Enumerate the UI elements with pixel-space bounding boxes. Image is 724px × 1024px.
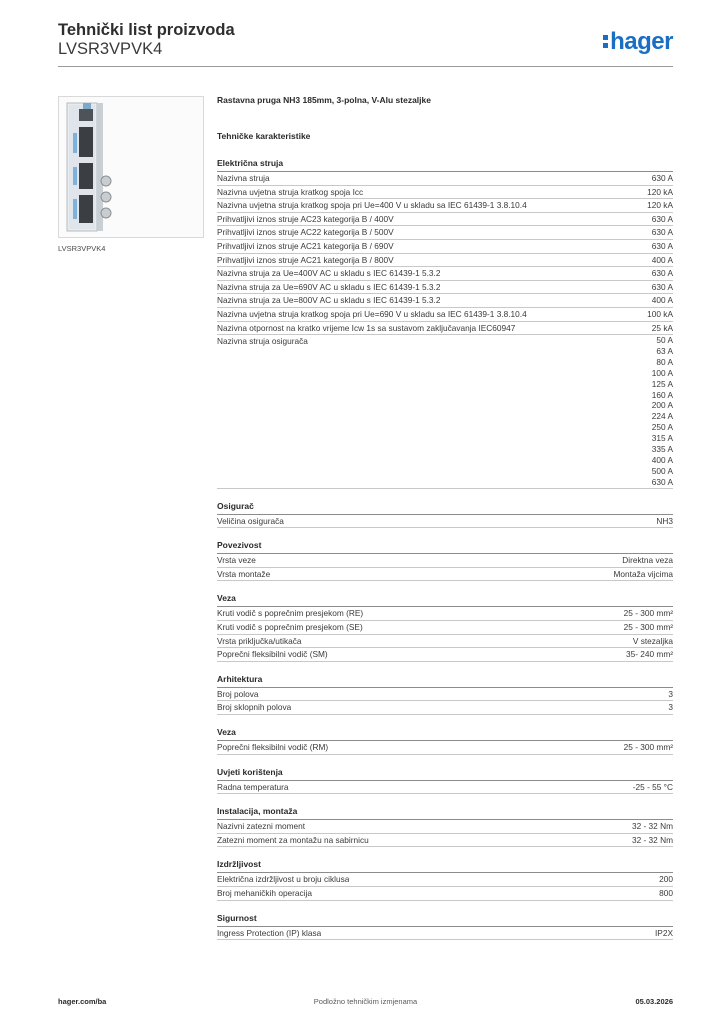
spec-rows <box>217 873 673 900</box>
spec-value: NH3 <box>656 515 673 526</box>
spec-row <box>217 820 673 834</box>
section-current <box>217 158 673 489</box>
spec-label: Poprečni fleksibilni vodič (RM) <box>217 741 329 752</box>
fuse-rating-value: 630 A <box>651 476 673 487</box>
spec-label: Nazivna uvjetna struja kratkog spoja pri Ue=400 V u skladu sa IEC 61439-1 3.8.10.4 <box>217 200 527 211</box>
fuse-rating-value: 224 A <box>651 411 673 422</box>
fuse-rating-value: 80 A <box>656 356 673 367</box>
spec-value: Montaža vijcima <box>613 568 673 579</box>
fuse-rating-value: 250 A <box>651 422 673 433</box>
spec-value: 3 <box>668 702 673 713</box>
spec-value: 25 - 300 mm² <box>623 741 673 752</box>
fuse-ratings-row <box>217 335 673 488</box>
spec-label: Broj polova <box>217 688 259 699</box>
spec-label: Nazivni zatezni moment <box>217 821 306 832</box>
spec-value: 3 <box>668 688 673 699</box>
section-title: Izdržljivost <box>217 859 673 873</box>
spec-label: Kruti vodič s poprečnim presjekom (RE) <box>217 608 364 619</box>
spec-rows <box>217 172 673 335</box>
spec-row <box>217 226 673 240</box>
spec-value: 35- 240 mm² <box>625 649 673 660</box>
spec-row <box>217 927 673 941</box>
spec-label: Radna temperatura <box>217 781 289 792</box>
spec-row <box>217 701 673 715</box>
spec-label: Vrsta montaže <box>217 568 271 579</box>
section-connectivity <box>217 540 673 581</box>
section-title: Osigurač <box>217 501 673 515</box>
section-title: Povezivost <box>217 540 673 554</box>
spec-label: Nazivna struja za Ue=400V AC u skladu s IEC 61439-1 5.3.2 <box>217 268 441 279</box>
spec-row <box>217 172 673 186</box>
spec-row <box>217 186 673 200</box>
spec-row <box>217 294 673 308</box>
spec-rows <box>217 554 673 581</box>
spec-value: 25 kA <box>651 322 673 333</box>
spec-label: Prihvatljivi iznos struje AC23 kategorija B / 400V <box>217 213 394 224</box>
switch-disconnector-icon <box>59 97 203 237</box>
section-connection-2 <box>217 727 673 755</box>
spec-row <box>217 199 673 213</box>
section-title: Arhitektura <box>217 674 673 688</box>
spec-row <box>217 741 673 755</box>
spec-value: 25 - 300 mm² <box>623 621 673 632</box>
hager-logo <box>603 28 673 56</box>
spec-value: 200 <box>659 874 673 885</box>
spec-rows <box>217 688 673 715</box>
header-divider <box>58 66 673 67</box>
spec-rows <box>217 820 673 847</box>
section-connection <box>217 593 673 661</box>
spec-value: 630 A <box>651 173 673 183</box>
fuse-rating-value: 160 A <box>651 389 673 400</box>
spec-value: -25 - 55 °C <box>632 781 673 792</box>
product-image <box>58 96 204 238</box>
logo-dots-icon <box>603 32 608 49</box>
spec-value: IP2X <box>655 927 673 938</box>
spec-label: Nazivna struja osigurača <box>217 336 308 347</box>
spec-value: 630 A <box>651 281 673 292</box>
spec-value: 100 kA <box>647 308 673 319</box>
spec-label: Nazivna uvjetna struja kratkog spoja Icc <box>217 186 364 197</box>
spec-label: Električna izdržljivost u broju ciklusa <box>217 874 350 885</box>
spec-value: 800 <box>659 887 673 898</box>
spec-value: Direktna veza <box>622 555 673 566</box>
spec-value: 630 A <box>651 240 673 251</box>
product-code: LVSR3VPVK4 <box>58 40 163 58</box>
spec-label: Prihvatljivi iznos struje AC21 kategorija B / 690V <box>217 240 394 251</box>
spec-row <box>217 322 673 336</box>
spec-rows <box>217 781 673 795</box>
section-title: Veza <box>217 593 673 607</box>
section-usage <box>217 767 673 795</box>
footer-website-link[interactable]: hager.com/ba <box>58 997 107 1006</box>
section-title: Električna struja <box>217 158 673 172</box>
spec-value: 400 A <box>651 295 673 306</box>
spec-value: 630 A <box>651 227 673 238</box>
section-title: Veza <box>217 727 673 741</box>
spec-rows <box>217 927 673 941</box>
section-durability <box>217 859 673 900</box>
fuse-rating-value: 400 A <box>651 454 673 465</box>
fuse-rating-value: 500 A <box>651 465 673 476</box>
logo-text: hager <box>610 28 673 55</box>
spec-row <box>217 213 673 227</box>
spec-value: 32 - 32 Nm <box>631 821 673 832</box>
spec-label: Poprečni fleksibilni vodič (SM) <box>217 649 328 660</box>
fuse-ratings-values <box>652 335 673 487</box>
document-header <box>58 21 235 59</box>
spec-row <box>217 873 673 887</box>
spec-row <box>217 887 673 901</box>
spec-value: 32 - 32 Nm <box>631 834 673 845</box>
section-title: Sigurnost <box>217 913 673 927</box>
spec-value: 25 - 300 mm² <box>623 608 673 619</box>
spec-label: Veličina osigurača <box>217 515 284 526</box>
spec-value: 120 kA <box>647 186 673 197</box>
spec-row <box>217 781 673 795</box>
spec-rows <box>217 515 673 529</box>
spec-label: Broj mehaničkih operacija <box>217 887 313 898</box>
spec-label: Kruti vodič s poprečnim presjekom (SE) <box>217 621 363 632</box>
fuse-rating-value: 50 A <box>656 335 673 346</box>
footer-date: 05.03.2026 <box>635 997 673 1006</box>
spec-value: 630 A <box>651 268 673 279</box>
spec-label: Nazivna uvjetna struja kratkog spoja pri Ue=690 V u skladu sa IEC 61439-1 3.8.10.4 <box>217 308 527 319</box>
fuse-rating-value: 315 A <box>651 433 673 444</box>
spec-row <box>217 607 673 621</box>
spec-rows <box>217 741 673 755</box>
spec-row <box>217 834 673 848</box>
section-installation <box>217 806 673 847</box>
spec-label: Nazivna struja za Ue=690V AC u skladu s IEC 61439-1 5.3.2 <box>217 281 441 292</box>
spec-row <box>217 635 673 649</box>
spec-row <box>217 254 673 268</box>
spec-content <box>217 95 673 940</box>
spec-label: Nazivna struja <box>217 173 270 183</box>
spec-row <box>217 648 673 662</box>
spec-label: Vrsta veze <box>217 555 256 566</box>
spec-row <box>217 554 673 568</box>
spec-label: Ingress Protection (IP) klasa <box>217 927 322 938</box>
spec-label: Vrsta priključka/utikača <box>217 635 302 646</box>
spec-row <box>217 281 673 295</box>
section-fuse <box>217 501 673 529</box>
spec-row <box>217 621 673 635</box>
fuse-rating-value: 100 A <box>651 367 673 378</box>
spec-row <box>217 568 673 582</box>
spec-value: 400 A <box>651 254 673 265</box>
fuse-rating-value: 63 A <box>656 346 673 357</box>
spec-rows <box>217 607 673 661</box>
fuse-rating-value: 200 A <box>651 400 673 411</box>
spec-row <box>217 240 673 254</box>
spec-label: Nazivna otpornost na kratko vrijeme Icw 1s sa sustavom zaključavanja IEC60947 <box>217 322 516 333</box>
spec-value: 120 kA <box>647 200 673 211</box>
fuse-rating-value: 125 A <box>651 378 673 389</box>
spec-row <box>217 308 673 322</box>
spec-row <box>217 688 673 702</box>
spec-label: Prihvatljivi iznos struje AC22 kategorija B / 500V <box>217 227 394 238</box>
spec-row <box>217 267 673 281</box>
fuse-rating-value: 335 A <box>651 444 673 455</box>
section-title: Uvjeti korištenja <box>217 767 673 781</box>
spec-value: V stezaljka <box>632 635 673 646</box>
spec-label: Zatezni moment za montažu na sabirnicu <box>217 834 369 845</box>
spec-label: Nazivna struja za Ue=800V AC u skladu s IEC 61439-1 5.3.2 <box>217 295 441 306</box>
section-title: Instalacija, montaža <box>217 806 673 820</box>
footer-note: Podložno tehničkim izmjenama <box>313 997 418 1006</box>
product-description: Rastavna pruga NH3 185mm, 3-polna, V-Alu stezaljke <box>217 95 431 105</box>
spec-value: 630 A <box>651 213 673 224</box>
section-architecture <box>217 674 673 715</box>
characteristics-heading: Tehničke karakteristike <box>217 131 311 141</box>
spec-row <box>217 515 673 529</box>
document-title: Tehnički list proizvoda <box>58 21 235 39</box>
product-image-caption: LVSR3VPVK4 <box>58 244 106 253</box>
spec-label: Prihvatljivi iznos struje AC21 kategorija B / 800V <box>217 254 394 265</box>
spec-label: Broj sklopnih polova <box>217 702 292 713</box>
section-safety <box>217 913 673 941</box>
